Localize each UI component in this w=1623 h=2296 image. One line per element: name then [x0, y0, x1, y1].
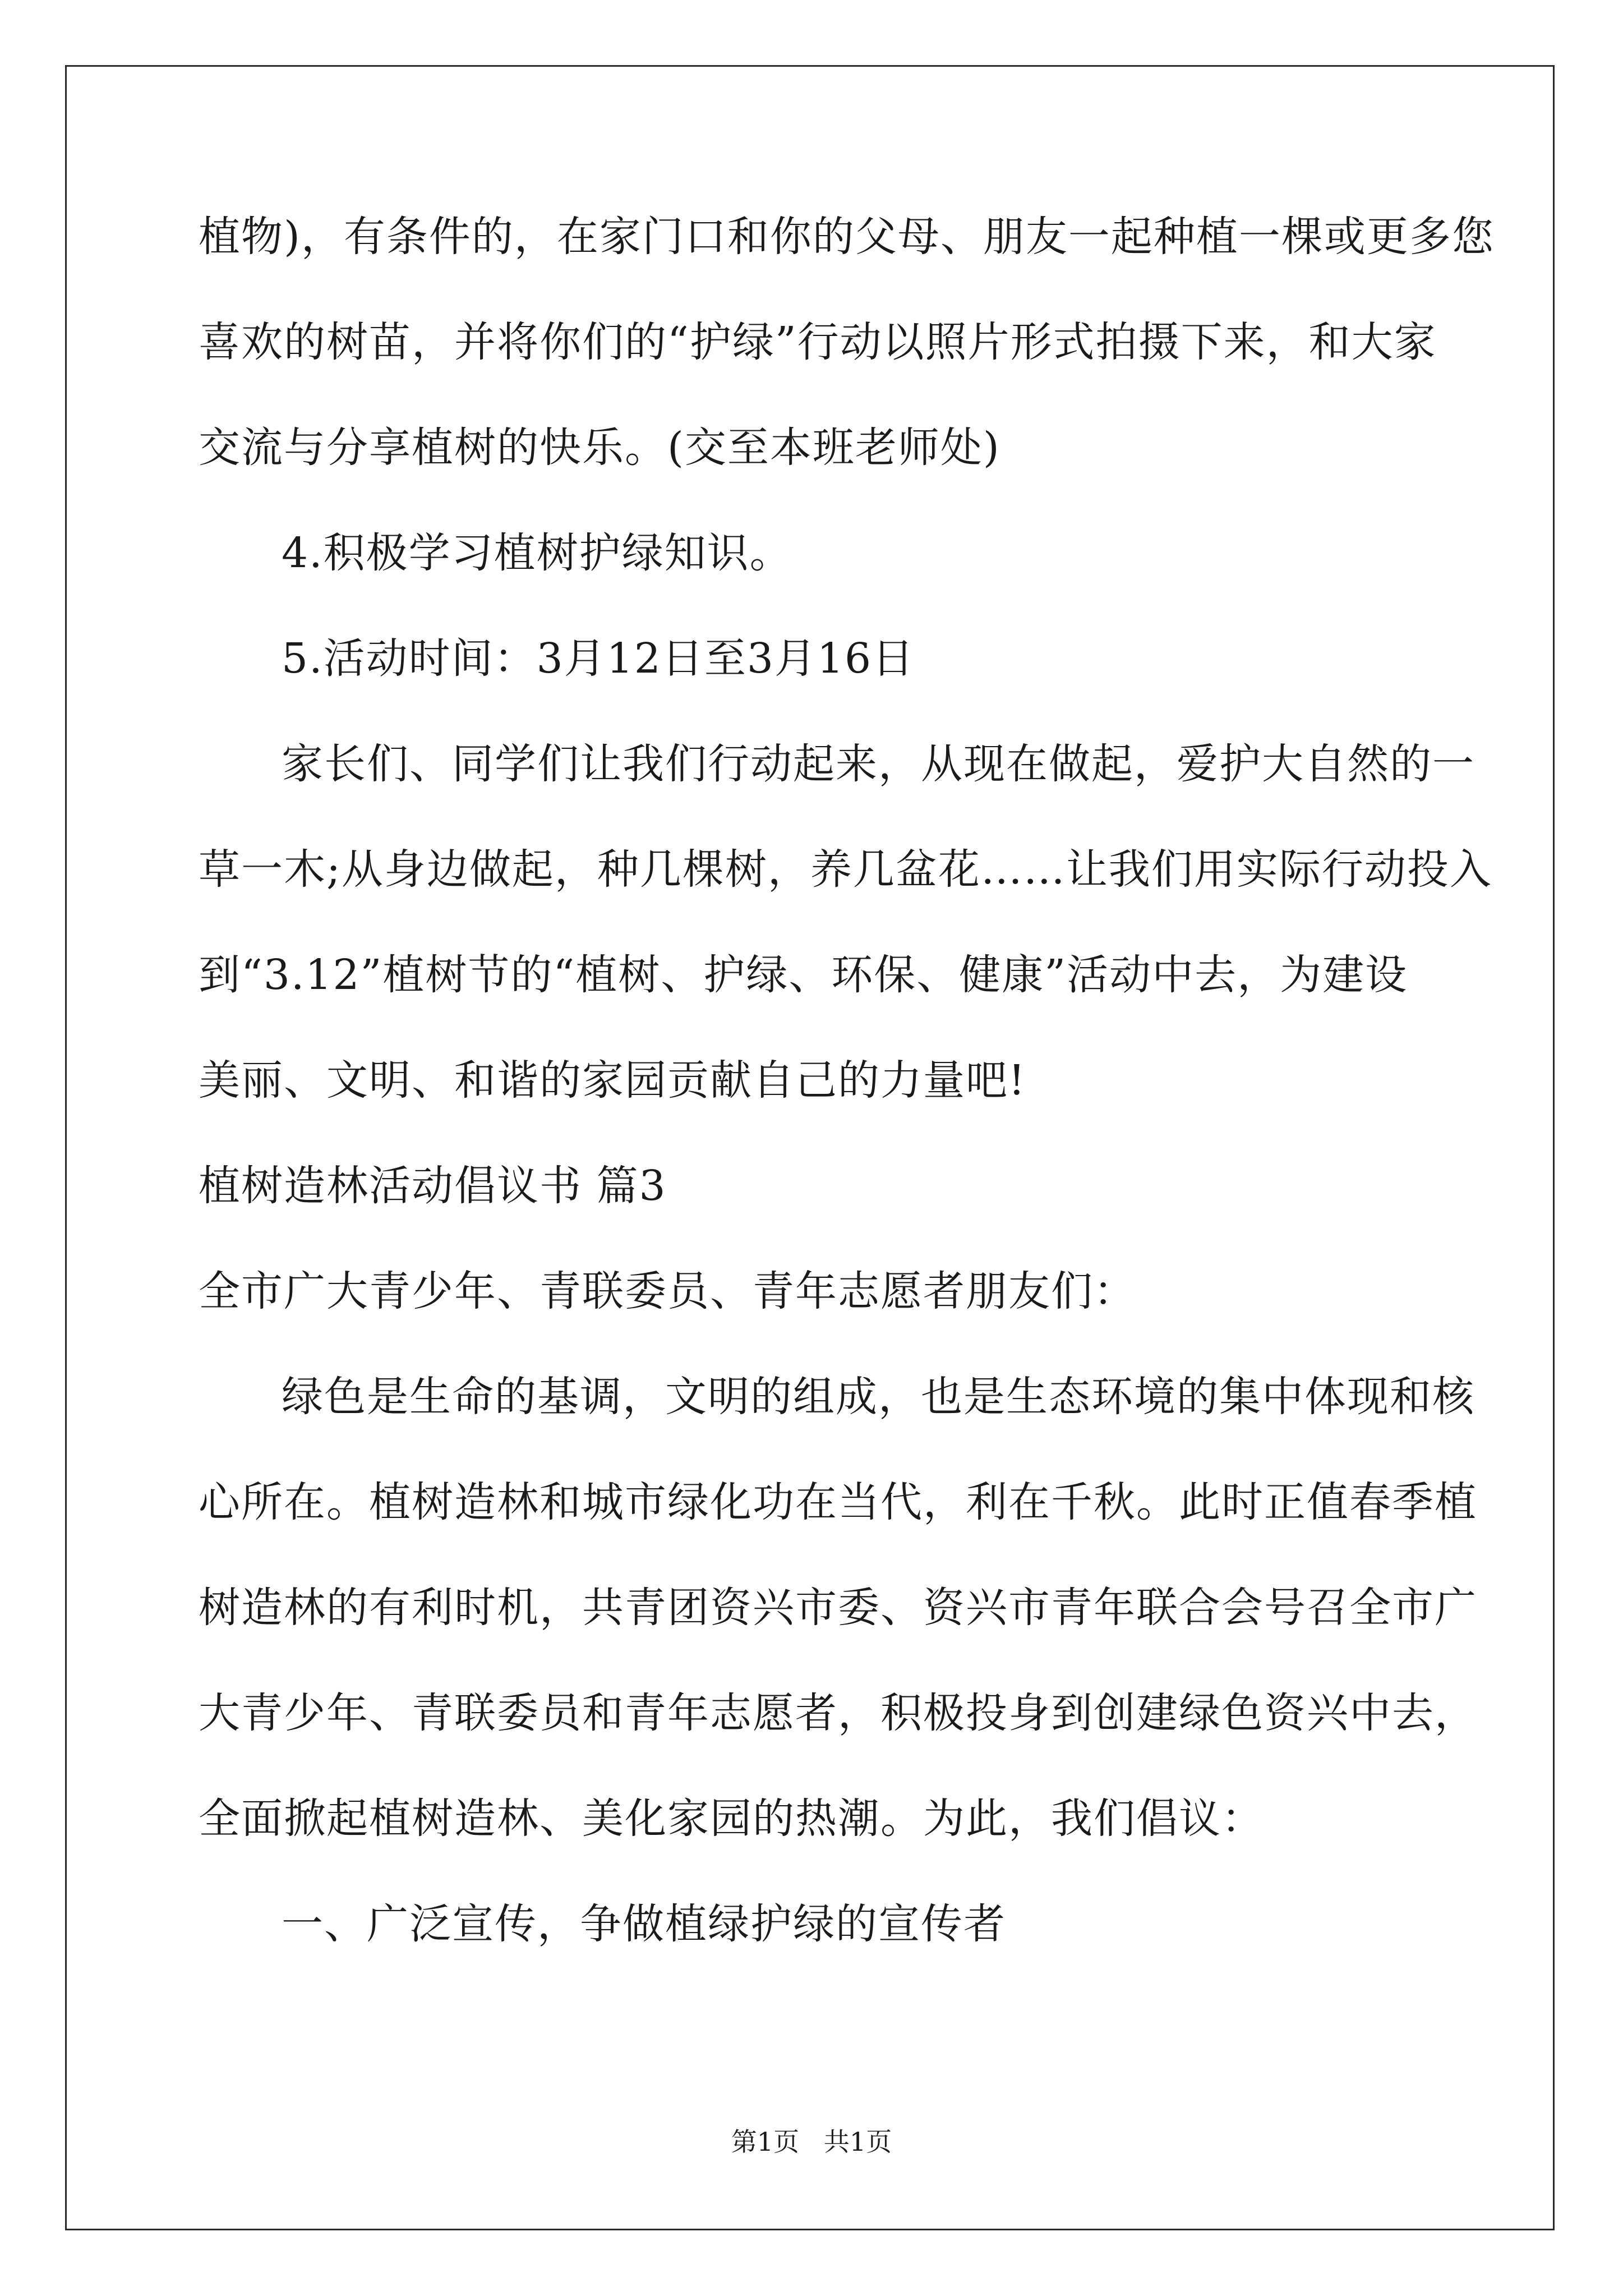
text-line: 家长们、同学们让我们行动起来，从现在做起，爱护大自然的一	[282, 740, 1475, 788]
text-line: 全面掀起植树造林、美化家园的热潮。为此，我们倡议：	[199, 1795, 1264, 1843]
text-line: 喜欢的树苗，并将你们的“护绿”行动以照片形式拍摄下来，和大家	[199, 318, 1437, 366]
text-line: 4.积极学习植树护绿知识。	[282, 529, 792, 577]
text-line: 5.活动时间：3月12日至3月16日	[282, 634, 915, 683]
text-line: 一、广泛宣传，争做植绿护绿的宣传者	[282, 1900, 1006, 1948]
page-number: 第1页 共1页	[731, 2127, 892, 2157]
text-line: 美丽、文明、和谐的家园贡献自己的力量吧!	[199, 1056, 1026, 1105]
text-line: 大青少年、青联委员和青年志愿者，积极投身到创建绿色资兴中去，	[199, 1689, 1477, 1737]
section-heading: 植树造林活动倡议书 篇3	[199, 1162, 667, 1210]
text-line: 植物)，有条件的，在家门口和你的父母、朋友一起种植一棵或更多您	[199, 213, 1495, 261]
salutation: 全市广大青少年、青联委员、青年志愿者朋友们：	[199, 1267, 1136, 1315]
text-line: 草一木;从身边做起，种几棵树，养几盆花……让我们用实际行动投入	[199, 845, 1492, 894]
text-line: 绿色是生命的基调，文明的组成，也是生态环境的集中体现和核	[282, 1373, 1475, 1421]
text-line: 树造林的有利时机，共青团资兴市委、资兴市青年联合会号召全市广	[199, 1584, 1477, 1632]
text-line: 到“3.12”植树节的“植树、护绿、环保、健康”活动中去，为建设	[199, 951, 1408, 999]
text-line: 心所在。植树造林和城市绿化功在当代，利在千秋。此时正值春季植	[199, 1478, 1477, 1526]
text-line: 交流与分享植树的快乐。(交至本班老师处)	[199, 424, 1000, 472]
